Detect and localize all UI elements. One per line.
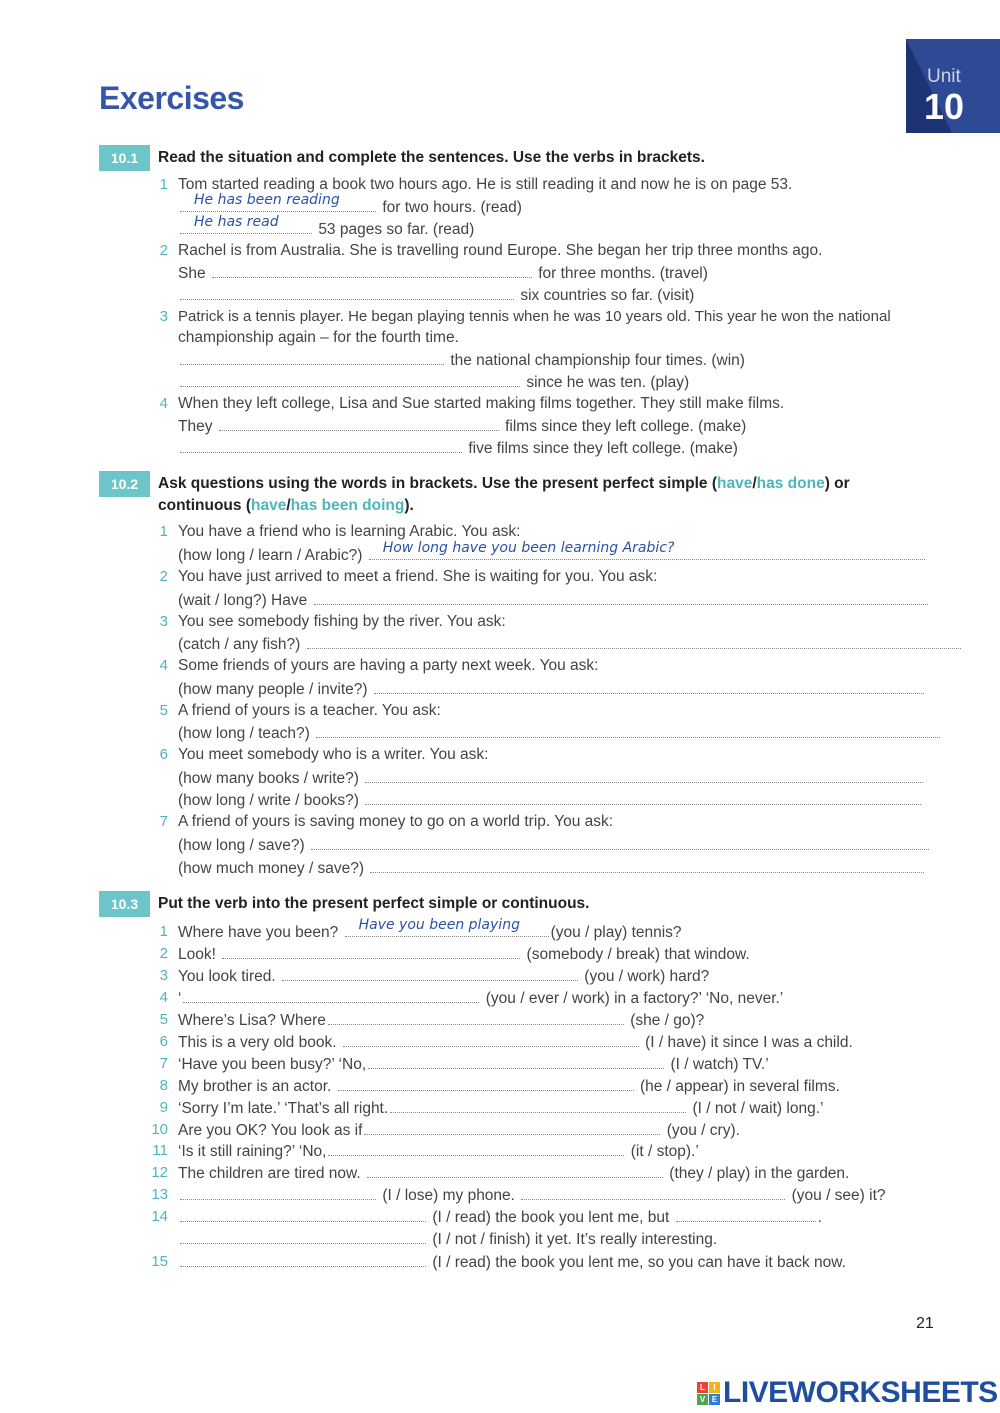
exercise-badge-10-2: 10.2	[99, 471, 150, 497]
answer-field[interactable]	[328, 1140, 624, 1156]
item-tail: (somebody / break) that window.	[526, 946, 750, 963]
answer-field[interactable]	[180, 192, 376, 212]
answer-field[interactable]	[343, 1031, 639, 1047]
answer-field[interactable]	[307, 633, 961, 649]
item-number: 4	[159, 395, 168, 412]
item-tail: 53 pages so far. (read)	[318, 221, 475, 238]
answer-field[interactable]	[328, 1009, 624, 1025]
item-number: 2	[159, 242, 168, 259]
answer-field[interactable]	[374, 678, 924, 694]
answer-line	[178, 415, 746, 438]
answer-field[interactable]	[180, 284, 514, 300]
answer-field[interactable]	[180, 1184, 376, 1200]
answer-line	[178, 1119, 740, 1142]
answer-line	[178, 437, 738, 460]
item-number: 13	[151, 1186, 168, 1203]
item-number: 11	[152, 1142, 168, 1159]
item-tail: (he / appear) in several films.	[639, 1078, 840, 1095]
answer-field[interactable]	[180, 349, 444, 365]
item-text: Patrick is a tennis player. He began playing tennis when he was 10 years old. This year he won the national	[178, 308, 891, 325]
answer-line	[178, 371, 689, 394]
item-tail: for two hours. (read)	[382, 199, 522, 216]
item-prefix: This is a very old book.	[178, 1034, 337, 1051]
item-prefix: She	[178, 265, 206, 282]
exercise-badge-10-1: 10.1	[99, 145, 150, 171]
answer-field[interactable]	[676, 1206, 816, 1222]
answer-line	[178, 1251, 846, 1274]
answer-line	[178, 767, 925, 790]
answer-field[interactable]	[370, 857, 924, 873]
item-cue: (how long / learn / Arabic?)	[178, 547, 363, 564]
item-prefix: The children are tired now.	[178, 1165, 361, 1182]
item-prefix: ‘	[178, 990, 182, 1007]
liveworksheets-icon: L I V E	[697, 1382, 721, 1406]
item-number: 7	[159, 1055, 168, 1072]
item-prefix: Where have you been?	[178, 924, 339, 941]
answer-line	[178, 1140, 699, 1163]
item-tail: (I / read) the book you lent me, so you can have it back now.	[432, 1254, 846, 1271]
item-text: You have just arrived to meet a friend. She is waiting for you. You ask:	[178, 568, 658, 585]
item-cue: (how long / teach?)	[178, 725, 310, 742]
item-prefix: ‘Have you been busy?’ ‘No,	[178, 1056, 367, 1073]
unit-number: 10	[924, 86, 965, 127]
answer-field[interactable]	[316, 722, 940, 738]
answer-line	[178, 1031, 853, 1054]
answer-field[interactable]	[345, 917, 549, 937]
item-number: 6	[159, 746, 168, 763]
page-number: 21	[916, 1315, 934, 1332]
item-number: 3	[159, 967, 168, 984]
item-number: 5	[159, 702, 168, 719]
answer-line	[178, 1206, 822, 1229]
item-tail: (you / cry).	[666, 1122, 740, 1139]
answer-text: Have you been playing	[358, 917, 520, 933]
item-number: 9	[159, 1099, 168, 1116]
answer-line	[178, 540, 927, 567]
item-text: A friend of yours is saving money to go on a world trip. You ask:	[178, 813, 614, 830]
item-cue: (how many books / write?)	[178, 770, 359, 787]
exercise-badge-10-3: 10.3	[99, 891, 150, 917]
item-tail: (I / watch) TV.’	[670, 1056, 769, 1073]
item-prefix: ‘Sorry I’m late.’ ‘That’s all right.	[178, 1100, 389, 1117]
answer-field[interactable]	[219, 415, 499, 431]
answer-line	[178, 589, 930, 612]
answer-line	[178, 1184, 886, 1207]
item-number: 1	[159, 523, 168, 540]
item-cue: (catch / any fish?)	[178, 636, 301, 653]
item-tail: the national championship four times. (win)	[450, 352, 745, 369]
answer-line	[178, 284, 694, 307]
item-number: 8	[159, 1077, 168, 1094]
item-number: 3	[159, 613, 168, 630]
item-tail: five films since they left college. (make)	[468, 440, 738, 457]
answer-line	[178, 1162, 849, 1185]
item-tail: for three months. (travel)	[538, 265, 708, 282]
answer-line	[178, 917, 682, 944]
answer-field[interactable]	[368, 1053, 664, 1069]
answer-line	[178, 722, 942, 745]
item-tail: (she / go)?	[630, 1012, 705, 1029]
item-number: 15	[151, 1253, 168, 1270]
answer-line	[178, 1009, 704, 1032]
item-number: 1	[159, 176, 168, 193]
item-number: 6	[159, 1033, 168, 1050]
item-cue: (how much money / save?)	[178, 860, 365, 877]
answer-field[interactable]	[180, 437, 462, 453]
item-number: 1	[159, 923, 168, 940]
answer-line	[178, 633, 963, 656]
item-number: 10	[151, 1121, 168, 1138]
item-prefix: They	[178, 418, 213, 435]
answer-line	[178, 1097, 823, 1120]
answer-text: How long have you been learning Arabic?	[382, 540, 675, 556]
answer-field[interactable]	[311, 834, 929, 850]
item-tail: six countries so far. (visit)	[520, 287, 695, 304]
item-text: Some friends of yours are having a party next week. You ask:	[178, 657, 599, 674]
page-title: Exercises	[99, 80, 244, 116]
item-text: Rachel is from Australia. She is travelling round Europe. She began her trip three months ago.	[178, 242, 823, 259]
answer-line	[178, 1075, 840, 1098]
item-tail: (you / play) tennis?	[550, 924, 682, 941]
answer-field[interactable]	[314, 589, 928, 605]
item-number: 2	[159, 568, 168, 585]
answer-field[interactable]	[390, 1097, 686, 1113]
answer-field[interactable]	[183, 987, 479, 1003]
item-number: 4	[159, 989, 168, 1006]
exercise-instruction-10-1: Read the situation and complete the sentences. Use the verbs in brackets.	[158, 149, 705, 166]
item-prefix: My brother is an actor.	[178, 1078, 332, 1095]
answer-field[interactable]	[180, 1251, 426, 1267]
item-text: You see somebody fishing by the river. You ask:	[178, 613, 506, 630]
item-text: championship again – for the fourth time.	[178, 329, 459, 346]
answer-field[interactable]	[282, 965, 578, 981]
answer-field[interactable]	[338, 1075, 634, 1091]
item-text: Tom started reading a book two hours ago. He is still reading it and now he is on page 53.	[178, 176, 793, 193]
item-tail: films since they left college. (make)	[505, 418, 747, 435]
item-tail: (you / see) it?	[791, 1187, 886, 1204]
answer-field[interactable]	[364, 1119, 660, 1135]
answer-field[interactable]	[367, 1162, 663, 1178]
item-prefix: You look tired.	[178, 968, 276, 985]
item-text: You have a friend who is learning Arabic. You ask:	[178, 523, 521, 540]
answer-line	[178, 214, 475, 241]
item-text: A friend of yours is a teacher. You ask:	[178, 702, 441, 719]
answer-line	[178, 1228, 717, 1251]
answer-field[interactable]	[180, 1206, 426, 1222]
item-text: You meet somebody who is a writer. You ask:	[178, 746, 489, 763]
item-cue: (wait / long?) Have	[178, 592, 308, 609]
item-text: When they left college, Lisa and Sue started making films together. They still make films.	[178, 395, 785, 412]
answer-line	[178, 1053, 769, 1076]
item-prefix: Look!	[178, 946, 216, 963]
item-tail: (they / play) in the garden.	[669, 1165, 850, 1182]
item-number: 2	[159, 945, 168, 962]
exercise-instruction-10-2-cont: continuous (have/has been doing).	[158, 497, 414, 514]
answer-line	[178, 789, 923, 812]
item-number: 5	[159, 1011, 168, 1028]
item-tail: (I / have) it since I was a child.	[645, 1034, 853, 1051]
answer-field[interactable]	[222, 943, 520, 959]
answer-field[interactable]	[212, 262, 532, 278]
unit-label: Unit	[927, 66, 961, 87]
exercise-instruction-10-3: Put the verb into the present perfect simple or continuous.	[158, 895, 590, 912]
answer-field[interactable]	[365, 789, 921, 805]
item-tail: .	[817, 1209, 822, 1226]
item-mid: (I / read) the book you lent me, but	[432, 1209, 670, 1226]
item-tail: (I / not / wait) long.’	[692, 1100, 824, 1117]
item-tail: (you / work) hard?	[584, 968, 710, 985]
answer-line	[178, 678, 926, 701]
item-tail: (it / stop).’	[630, 1143, 699, 1160]
item-cue: (how many people / invite?)	[178, 681, 368, 698]
answer-line	[178, 834, 931, 857]
answer-field[interactable]	[180, 1228, 426, 1244]
answer-field[interactable]	[180, 371, 520, 387]
item-mid: (I / lose) my phone.	[382, 1187, 515, 1204]
answer-field[interactable]	[365, 767, 923, 783]
item-prefix: Are you OK? You look as if	[178, 1122, 363, 1139]
item-number: 4	[159, 657, 168, 674]
answer-field[interactable]	[521, 1184, 785, 1200]
item-tail: since he was ten. (play)	[526, 374, 690, 391]
answer-line	[178, 262, 708, 285]
item-cue: (how long / save?)	[178, 837, 305, 854]
exercise-instruction-10-2: Ask questions using the words in brackets. Use the present perfect simple (have/has done) or	[158, 475, 850, 492]
answer-line	[178, 349, 745, 372]
item-tail: (I / not / finish) it yet. It’s really interesting.	[432, 1231, 718, 1248]
liveworksheets-wordmark: LIVEWORKSHEETS	[723, 1376, 998, 1409]
answer-field[interactable]	[369, 540, 925, 560]
answer-line	[178, 943, 750, 966]
answer-line	[178, 965, 709, 988]
item-number: 3	[159, 308, 168, 325]
answer-text: He has been reading	[194, 192, 340, 208]
item-tail: (you / ever / work) in a factory?’ ‘No, never.’	[485, 990, 784, 1007]
item-cue: (how long / write / books?)	[178, 792, 359, 809]
item-number: 12	[151, 1164, 168, 1181]
answer-line	[178, 987, 783, 1010]
item-prefix: Where’s Lisa? Where	[178, 1012, 326, 1029]
item-prefix: ‘Is it still raining?’ ‘No,	[178, 1143, 327, 1160]
item-number: 14	[151, 1208, 168, 1225]
answer-text: He has read	[194, 214, 279, 230]
item-number: 7	[159, 813, 168, 830]
answer-field[interactable]	[180, 214, 312, 234]
answer-line	[178, 857, 926, 880]
